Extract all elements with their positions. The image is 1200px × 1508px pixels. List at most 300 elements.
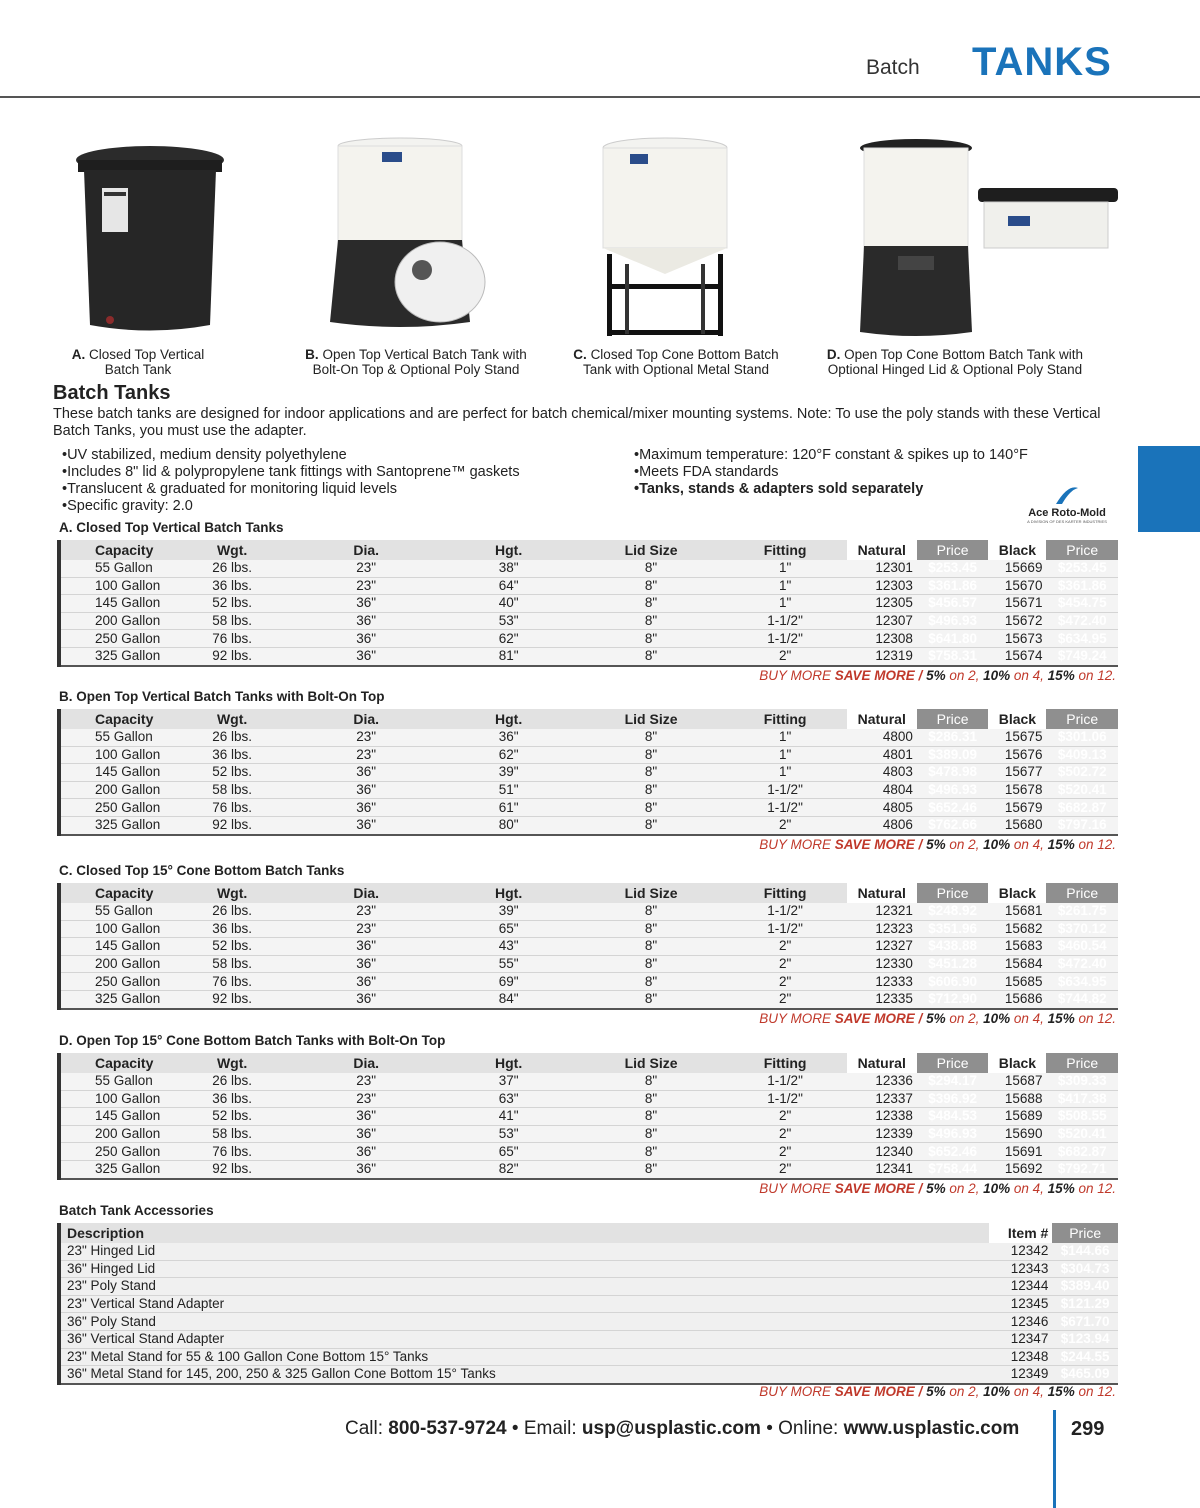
table-row [59,612,1118,630]
price-cell: $361.86 [1046,577,1118,595]
column-header: Lid Size [578,883,723,903]
description-cell: 36" Vertical Stand Adapter [59,1330,989,1348]
table-cell: 65" [439,1143,579,1161]
item-number: 12344 [989,1278,1053,1296]
item-number: 15679 [988,799,1046,817]
table-cell: 23" [294,746,439,764]
item-number: 15680 [988,816,1046,834]
price-cell: $389.09 [917,746,988,764]
table-cell: 76 lbs. [171,630,294,648]
table-cell: 23" [294,729,439,746]
table-cell: 1" [724,764,847,782]
table-cell: 81" [439,647,579,665]
price-table [57,1053,1118,1180]
table-cell: 52 lbs. [171,595,294,613]
table-cell: 8" [578,938,723,956]
column-header: Natural [847,709,917,729]
item-number: 12339 [847,1125,917,1143]
table-cell: 2" [724,1125,847,1143]
column-header: Capacity [59,709,171,729]
logo-subtext: A DIVISION OF DES KARTER INDUSTRIES [1027,519,1107,524]
column-header: Hgt. [439,540,579,560]
price-cell: $144.66 [1052,1243,1118,1260]
table-row [59,560,1118,577]
item-number: 12335 [847,990,917,1008]
column-header: Wgt. [171,1053,294,1073]
item-number: 15675 [988,729,1046,746]
table-cell: 36" [294,1108,439,1126]
table-cell: 100 Gallon [59,920,171,938]
price-cell: $465.09 [1052,1366,1118,1384]
price-cell: $641.80 [917,630,988,648]
table-row [59,1330,1118,1348]
table-cell: 52 lbs. [171,1108,294,1126]
price-cell: $496.93 [917,781,988,799]
table-cell: 26 lbs. [171,729,294,746]
item-number: 4805 [847,799,917,817]
table-row [59,990,1118,1008]
table-cell: 1-1/2" [724,920,847,938]
price-table [57,540,1118,667]
table-cell: 325 Gallon [59,816,171,834]
column-header: Capacity [59,540,171,560]
item-number: 15676 [988,746,1046,764]
item-number: 12337 [847,1090,917,1108]
price-cell: $454.75 [1046,595,1118,613]
table-cell: 250 Gallon [59,1143,171,1161]
column-header: Dia. [294,540,439,560]
table-cell: 8" [578,781,723,799]
table-cell: 2" [724,938,847,956]
table-cell: 36" [294,990,439,1008]
table-row [59,746,1118,764]
table-cell: 250 Gallon [59,630,171,648]
table-cell: 53" [439,1125,579,1143]
price-cell: $712.90 [917,990,988,1008]
table-cell: 2" [724,955,847,973]
column-header: Price [1046,883,1118,903]
column-header: Fitting [724,1053,847,1073]
item-number: 15673 [988,630,1046,648]
table-cell: 23" [294,560,439,577]
table-cell: 36" [294,1125,439,1143]
price-table [57,883,1118,1010]
table-cell: 76 lbs. [171,1143,294,1161]
table-cell: 8" [578,1125,723,1143]
table-cell: 325 Gallon [59,990,171,1008]
tank-a-image [70,140,230,335]
table-cell: 1-1/2" [724,799,847,817]
table-cell: 36" [294,816,439,834]
item-number: 12303 [847,577,917,595]
column-header: Capacity [59,1053,171,1073]
table-row [59,729,1118,746]
price-cell: $606.90 [917,973,988,991]
price-cell: $389.40 [1052,1278,1118,1296]
table-cell: 36" [294,764,439,782]
item-number: 12333 [847,973,917,991]
item-number: 15671 [988,595,1046,613]
table-cell: 69" [439,973,579,991]
table-row [59,1160,1118,1178]
table-cell: 36" [294,955,439,973]
accessories-table [57,1223,1118,1385]
table-row [59,647,1118,665]
section-intro: These batch tanks are designed for indoor applications and are perfect for batch chemical/mixer mounting systems. Note: To use the poly stands with these Vertical Batch Tanks, you must use the adapter. [53,406,1101,439]
description-cell: 23" Vertical Stand Adapter [59,1295,989,1313]
price-cell: $682.87 [1046,1143,1118,1161]
item-number: 12341 [847,1160,917,1178]
price-cell: $496.93 [917,1125,988,1143]
table-row [59,595,1118,613]
table-row [59,1090,1118,1108]
price-cell: $456.57 [917,595,988,613]
item-number: 15670 [988,577,1046,595]
header-rule [0,96,1200,98]
table-cell: 92 lbs. [171,990,294,1008]
table-cell: 250 Gallon [59,799,171,817]
table-cell: 52 lbs. [171,938,294,956]
column-header: Price [917,1053,988,1073]
table-cell: 26 lbs. [171,560,294,577]
page-number: 299 [1071,1418,1105,1440]
table-cell: 36" [294,630,439,648]
table-cell: 2" [724,1160,847,1178]
table-cell: 8" [578,1073,723,1090]
table-cell: 36" [294,799,439,817]
item-number: 12343 [989,1260,1053,1278]
column-header: Natural [847,1053,917,1073]
table-cell: 55" [439,955,579,973]
table-cell: 36" [294,973,439,991]
column-header: Natural [847,883,917,903]
price-cell: $758.31 [917,647,988,665]
item-number: 15677 [988,764,1046,782]
price-cell: $652.46 [917,1143,988,1161]
feature-item: • Includes 8" lid & polypropylene tank fittings with Santoprene™ gaskets [62,464,520,481]
table-cell: 1" [724,560,847,577]
feature-item: • Meets FDA standards [634,464,1028,481]
item-number: 4803 [847,764,917,782]
buy-more-promo: BUY MORE SAVE MORE / 5% on 2, 10% on 4, 15% on 12. [759,668,1116,683]
price-cell: $351.96 [917,920,988,938]
item-number: 4804 [847,781,917,799]
table-row [59,799,1118,817]
table-cell: 61" [439,799,579,817]
table-cell: 76 lbs. [171,799,294,817]
column-header: Hgt. [439,1053,579,1073]
table-cell: 62" [439,746,579,764]
column-header: Black [988,540,1046,560]
price-cell: $253.45 [917,560,988,577]
table-row [59,1108,1118,1126]
table-row [59,1073,1118,1090]
table-cell: 36" [294,1160,439,1178]
table-cell: 8" [578,1090,723,1108]
table-cell: 2" [724,647,847,665]
item-number: 15674 [988,647,1046,665]
column-header: Price [917,883,988,903]
item-number: 12321 [847,903,917,920]
column-header: Lid Size [578,1053,723,1073]
item-number: 15686 [988,990,1046,1008]
price-cell: $478.98 [917,764,988,782]
price-cell: $682.87 [1046,799,1118,817]
tank-b-image [330,132,490,337]
table-cell: 8" [578,577,723,595]
buy-more-promo: BUY MORE SAVE MORE / 5% on 2, 10% on 4, 15% on 12. [759,1011,1116,1026]
caption-a: A. Closed Top Vertical Batch Tank [71,347,205,377]
price-cell: $309.33 [1046,1073,1118,1090]
price-cell: $409.13 [1046,746,1118,764]
column-header: Fitting [724,709,847,729]
table-row [59,1143,1118,1161]
price-cell: $744.82 [1046,990,1118,1008]
item-number: 12349 [989,1366,1053,1384]
table-cell: 63" [439,1090,579,1108]
column-header: Dia. [294,1053,439,1073]
table-cell: 23" [294,577,439,595]
price-cell: $438.88 [917,938,988,956]
table-row [59,903,1118,920]
price-cell: $253.45 [1046,560,1118,577]
item-number: 12305 [847,595,917,613]
section-title: Batch Tanks [53,382,171,404]
table-cell: 65" [439,920,579,938]
table-row [59,1278,1118,1296]
price-cell: $508.55 [1046,1108,1118,1126]
feature-item: • Specific gravity: 2.0 [62,498,520,515]
price-cell: $520.41 [1046,781,1118,799]
price-cell: $248.92 [917,903,988,920]
table-cell: 8" [578,799,723,817]
table-cell: 82" [439,1160,579,1178]
column-header: Black [988,1053,1046,1073]
table-cell: 8" [578,595,723,613]
footer-contact: Call: 800-537-9724 • Email: usp@usplastic.com • Online: www.usplastic.com [345,1418,1020,1439]
table-cell: 38" [439,560,579,577]
tank-d-image [858,136,1118,341]
table-cell: 1-1/2" [724,781,847,799]
table-row [59,1243,1118,1260]
table-cell: 26 lbs. [171,1073,294,1090]
table-row [59,1125,1118,1143]
column-header: Price [917,709,988,729]
description-cell: 36" Poly Stand [59,1313,989,1331]
table-cell: 36" [294,595,439,613]
table-cell: 58 lbs. [171,955,294,973]
table-cell: 2" [724,1143,847,1161]
table-cell: 2" [724,990,847,1008]
buy-more-promo: BUY MORE SAVE MORE / 5% on 2, 10% on 4, 15% on 12. [759,837,1116,852]
table-cell: 8" [578,1160,723,1178]
item-number: 12301 [847,560,917,577]
feature-item: • UV stabilized, medium density polyethylene [62,447,520,464]
column-header: Fitting [724,540,847,560]
table-cell: 1-1/2" [724,903,847,920]
item-number: 15681 [988,903,1046,920]
price-cell: $797.16 [1046,816,1118,834]
price-cell: $121.29 [1052,1295,1118,1313]
item-number: 12342 [989,1243,1053,1260]
item-number: 15684 [988,955,1046,973]
item-number: 12338 [847,1108,917,1126]
table-row [59,973,1118,991]
table-cell: 39" [439,764,579,782]
column-header: Item # [989,1223,1053,1243]
table-cell: 62" [439,630,579,648]
price-cell: $671.70 [1052,1313,1118,1331]
table-row [59,577,1118,595]
item-number: 12307 [847,612,917,630]
price-cell: $652.46 [917,799,988,817]
price-cell: $634.95 [1046,630,1118,648]
table-cell: 8" [578,973,723,991]
price-cell: $460.54 [1046,938,1118,956]
column-header: Natural [847,540,917,560]
item-number: 15685 [988,973,1046,991]
header-title: TANKS [972,40,1112,84]
table-cell: 250 Gallon [59,973,171,991]
table-cell: 1" [724,746,847,764]
table-row [59,630,1118,648]
price-cell: $496.93 [917,612,988,630]
table-cell: 84" [439,990,579,1008]
table-cell: 23" [294,1073,439,1090]
accessories-title: Batch Tank Accessories [59,1203,214,1218]
price-cell: $758.44 [917,1160,988,1178]
price-cell: $502.72 [1046,764,1118,782]
table-cell: 92 lbs. [171,1160,294,1178]
price-cell: $361.86 [917,577,988,595]
table-cell: 145 Gallon [59,938,171,956]
table-cell: 325 Gallon [59,1160,171,1178]
table-cell: 36 lbs. [171,577,294,595]
table-cell: 145 Gallon [59,595,171,613]
table-cell: 36 lbs. [171,920,294,938]
price-cell: $634.95 [1046,973,1118,991]
table-cell: 145 Gallon [59,764,171,782]
price-cell: $396.92 [917,1090,988,1108]
table-cell: 8" [578,1108,723,1126]
table-cell: 8" [578,920,723,938]
table-cell: 2" [724,816,847,834]
price-cell: $472.40 [1046,612,1118,630]
table-cell: 100 Gallon [59,577,171,595]
item-number: 15682 [988,920,1046,938]
table-cell: 58 lbs. [171,781,294,799]
item-number: 12347 [989,1330,1053,1348]
table-cell: 55 Gallon [59,729,171,746]
table-cell: 80" [439,816,579,834]
column-header: Lid Size [578,540,723,560]
table-row [59,1366,1118,1384]
table-cell: 36" [294,647,439,665]
item-number: 12348 [989,1348,1053,1366]
table-cell: 8" [578,816,723,834]
table-cell: 8" [578,647,723,665]
table-cell: 55 Gallon [59,903,171,920]
column-header: Hgt. [439,883,579,903]
description-cell: 23" Hinged Lid [59,1243,989,1260]
table-cell: 1" [724,595,847,613]
price-cell: $261.75 [1046,903,1118,920]
column-header: Dia. [294,709,439,729]
item-number: 15669 [988,560,1046,577]
price-cell: $370.12 [1046,920,1118,938]
caption-c: C. Closed Top Cone Bottom Batch Tank with Optional Metal Stand [573,347,779,377]
table-cell: 8" [578,1143,723,1161]
column-header: Description [59,1223,989,1243]
buy-more-promo: BUY MORE SAVE MORE / 5% on 2, 10% on 4, 15% on 12. [759,1181,1116,1196]
ace-roto-mold-logo [1008,482,1126,526]
column-header: Black [988,883,1046,903]
footer-website[interactable]: www.usplastic.com [843,1418,1020,1439]
item-number: 4806 [847,816,917,834]
table-cell: 36" [294,938,439,956]
footer-email[interactable]: usp@usplastic.com [581,1418,761,1439]
table-cell: 36" [439,729,579,746]
table-cell: 200 Gallon [59,955,171,973]
item-number: 12308 [847,630,917,648]
price-cell: $472.40 [1046,955,1118,973]
table-cell: 8" [578,729,723,746]
logo-text: Ace Roto-Mold [1028,507,1106,519]
price-cell: $244.55 [1052,1348,1118,1366]
table-cell: 36" [294,781,439,799]
description-cell: 36" Hinged Lid [59,1260,989,1278]
table-cell: 1" [724,729,847,746]
table-cell: 8" [578,990,723,1008]
table-cell: 41" [439,1108,579,1126]
column-header: Price [1046,540,1118,560]
table-cell: 39" [439,903,579,920]
table-cell: 8" [578,903,723,920]
footer-phone[interactable]: 800-537-9724 [388,1418,507,1439]
price-cell: $304.73 [1052,1260,1118,1278]
table-row [59,938,1118,956]
table-cell: 52 lbs. [171,764,294,782]
table-cell: 8" [578,560,723,577]
feature-list-left [62,447,520,515]
table-title: C. Closed Top 15° Cone Bottom Batch Tanks [59,863,345,878]
table-cell: 36" [294,1143,439,1161]
table-cell: 1-1/2" [724,1073,847,1090]
table-cell: 51" [439,781,579,799]
column-header: Price [917,540,988,560]
column-header: Wgt. [171,540,294,560]
item-number: 15678 [988,781,1046,799]
item-number: 12345 [989,1295,1053,1313]
table-row [59,1313,1118,1331]
table-row [59,781,1118,799]
feature-list-right [634,447,1028,498]
column-header: Dia. [294,883,439,903]
table-cell: 2" [724,1108,847,1126]
column-header: Hgt. [439,709,579,729]
item-number: 12336 [847,1073,917,1090]
column-header: Capacity [59,883,171,903]
price-cell: $520.41 [1046,1125,1118,1143]
footer-divider [1053,1410,1056,1508]
buy-more-promo: BUY MORE SAVE MORE / 5% on 2, 10% on 4, 15% on 12. [759,1384,1116,1399]
column-header: Wgt. [171,709,294,729]
price-cell: $762.66 [917,816,988,834]
table-row [59,764,1118,782]
item-number: 15687 [988,1073,1046,1090]
table-title: B. Open Top Vertical Batch Tanks with Bolt-On Top [59,689,385,704]
item-number: 15691 [988,1143,1046,1161]
